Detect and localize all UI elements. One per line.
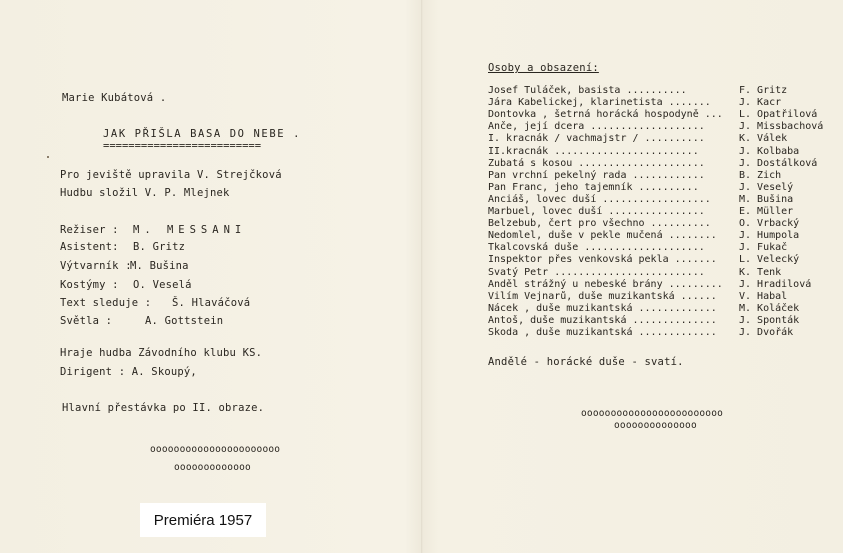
cast-role: Inspektor přes venkovská pekla ....... — [488, 254, 717, 266]
ink-speck — [47, 156, 49, 158]
cast-actor: M. Koláček — [739, 302, 800, 314]
cast-row — [488, 85, 828, 97]
cast-role: Belzebub, čert pro všechno .......... — [488, 218, 711, 230]
cast-role: I. kracnák / vachmajstr / .......... — [488, 133, 705, 145]
credit-value: M. MESSANI — [133, 224, 247, 236]
cast-role: Vilím Vejnarů, duše muzikantská ...... — [488, 290, 717, 302]
cast-row — [488, 97, 828, 109]
cast-role: Anciáš, lovec duší .................. — [488, 193, 711, 205]
credit-value: B. Gritz — [133, 241, 186, 253]
cast-row — [488, 254, 828, 266]
chorus-note: Andělé - horácké duše - svatí. — [488, 356, 684, 368]
cast-row — [488, 133, 828, 145]
cast-actor: J. Dostálková — [739, 157, 818, 169]
cast-role: Škoda , duše muzikantská ............. — [488, 327, 717, 338]
cast-row — [488, 206, 828, 218]
cast-role: Nácek , duše muzikantská ............. — [488, 302, 717, 314]
cast-role: Svatý Petr ......................... — [488, 266, 705, 278]
cast-row — [488, 291, 828, 303]
cast-actor: J. Kolbaba — [739, 145, 800, 157]
intermission-note: Hlavní přestávka po II. obraze. — [62, 402, 265, 414]
cast-role: Antoš, duše muzikantská .............. — [488, 314, 717, 326]
author: Marie Kubátová . — [62, 92, 167, 104]
credit-label: Výtvarník : — [60, 260, 132, 272]
credit-label: Světla : — [60, 315, 113, 327]
orchestra-note: Hraje hudba Závodního klubu KS. — [60, 347, 263, 359]
credit-value: O. Veselá — [133, 279, 192, 291]
cast-actor: K. Válek — [739, 133, 788, 145]
cast-row — [488, 109, 828, 121]
cast-role: Pan Franc, jeho tajemník .......... — [488, 181, 699, 193]
cast-row — [488, 218, 828, 230]
credit-value: A. Gottstein — [145, 315, 224, 327]
cast-actor: J. Missbachová — [739, 121, 824, 133]
credit-label: Kostýmy : — [60, 279, 119, 291]
cast-row — [488, 315, 828, 327]
adapted-by: Pro jeviště upravila V. Strejčková — [60, 169, 282, 181]
cast-row — [488, 194, 828, 206]
cast-role: II.kracnák ........................ — [488, 145, 699, 157]
cast-row — [488, 170, 828, 182]
cast-actor: J. Kacr — [739, 97, 782, 109]
cast-role: Jára Kabelickej, klarinetista ....... — [488, 97, 711, 109]
cast-actor: J. Humpola — [739, 230, 800, 242]
premiere-label: Premiéra 1957 — [140, 503, 266, 537]
cast-heading: Osoby a obsazení: — [488, 62, 599, 74]
conductor-note: Dirigent : A. Skoupý, — [60, 366, 197, 378]
cast-row — [488, 230, 828, 242]
ornament-line: oooooooooooooooooooooooo — [581, 408, 724, 419]
title-underline: ========================= — [103, 140, 262, 152]
play-title: JAK PŘIŠLA BASA DO NEBE . — [103, 128, 302, 140]
cast-actor: E. Müller — [739, 206, 794, 217]
cast-actor: J. Fukač — [739, 242, 788, 254]
cast-row — [488, 267, 828, 279]
cast-row — [488, 182, 828, 194]
cast-row — [488, 242, 828, 254]
cast-role: Nedomlel, duše v pekle mučená ........ — [488, 230, 717, 242]
cast-role: Zubatá s kosou ..................... — [488, 157, 705, 169]
cast-role: Anděl strážný u nebeské brány ......... — [488, 278, 723, 290]
cast-actor: J. Dvořák — [739, 327, 794, 338]
cast-actor: K. Tenk — [739, 266, 782, 278]
credit-label: Asistent: — [60, 241, 119, 253]
credit-value: Š. Hlaváčová — [172, 297, 251, 309]
ornament-line: ooooooooooooo — [174, 462, 251, 473]
music-by: Hudbu složil V. P. Mlejnek — [60, 187, 230, 199]
cast-actor: L. Velecký — [739, 254, 800, 266]
cast-actor: J. Šponták — [739, 314, 800, 326]
cast-row — [488, 158, 828, 170]
cast-role: Tkalcovská duše .................... — [488, 242, 705, 254]
cast-actor: O. Vrbacký — [739, 218, 800, 230]
credit-label: Režiser : — [60, 224, 119, 236]
cast-row — [488, 146, 828, 158]
cast-actor: M. Bušina — [739, 193, 794, 205]
cast-role: Pan vrchní pekelný rada ............ — [488, 169, 705, 181]
ornament-line: oooooooooooooooooooooo — [150, 444, 281, 455]
credit-value: M. Bušina — [130, 260, 189, 272]
cast-role: Dontovka , šetrná horácká hospodyně ... — [488, 109, 723, 121]
cast-role: Josef Tuláček, basista .......... — [488, 85, 687, 96]
cast-row — [488, 279, 828, 291]
cast-role: Marbuel, lovec duší ................ — [488, 206, 705, 217]
ornament-line: oooooooooooooo — [614, 420, 697, 431]
page-fold — [421, 0, 423, 553]
cast-row — [488, 121, 828, 133]
cast-actor: J. Veselý — [739, 181, 794, 193]
cast-role: Anče, její dcera ................... — [488, 121, 705, 133]
cast-actor: B. Zich — [739, 169, 782, 181]
cast-actor: J. Hradilová — [739, 278, 812, 290]
cast-row — [488, 327, 828, 339]
cast-actor: F. Gritz — [739, 85, 788, 96]
credit-label: Text sleduje : — [60, 297, 152, 309]
cast-actor: L. Opatřilová — [739, 109, 818, 121]
cast-actor: V. Habal — [739, 290, 788, 302]
cast-row — [488, 303, 828, 315]
